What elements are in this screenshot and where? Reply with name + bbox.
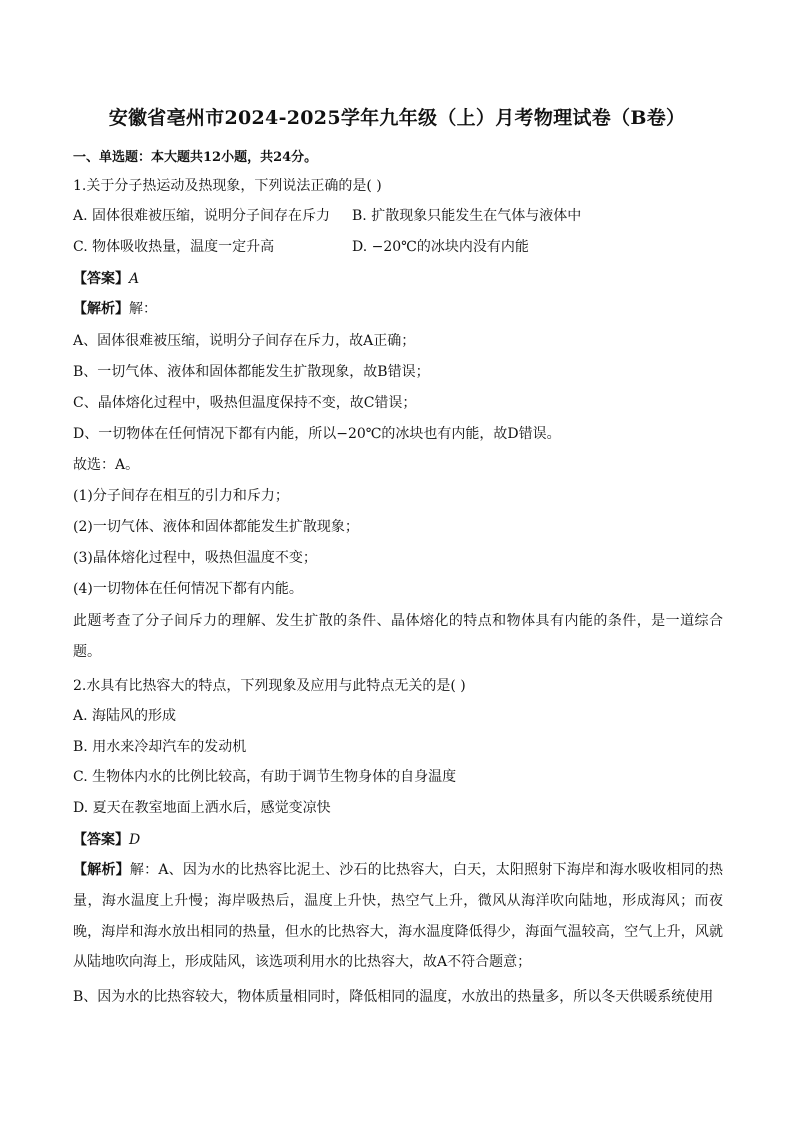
analysis-tag: 【解析】: [73, 862, 130, 878]
analysis-line: (1)分子间存在相互的引力和斥力；: [73, 488, 289, 504]
question-1-answer: [73, 270, 139, 288]
analysis-line: C、晶体熔化过程中，吸热但温度保持不变，故C错误；: [73, 395, 417, 411]
question-2-option-d: D. 夏天在教室地面上洒水后，感觉变凉快: [73, 800, 331, 816]
question-1-option-a: A. 固体很难被压缩，说明分子间存在斥力: [73, 208, 331, 224]
question-2-stem: 2.水具有比热容大的特点，下列现象及应用与此特点无关的是( ): [73, 678, 466, 694]
analysis-line: (2)一切气体、液体和固体都能发生扩散现象；: [73, 519, 359, 535]
question-1-stem: 1.关于分子热运动及热现象，下列说法正确的是( ): [73, 178, 382, 194]
analysis-line: D、一切物体在任何情况下都有内能，所以−20℃的冰块也有内能，故D错误。: [73, 426, 561, 442]
analysis-tag: 【解析】: [73, 301, 129, 317]
analysis-text: 解：A、因为水的比热容比泥土、沙石的比热容大，白天，太阳照射下海岸和海水吸收相同的热量，海水温度上升慢；海岸吸热后，温度上升快，热空气上升，微风从海洋吹向陆地，形成海风；而夜晚，海岸和海水放出相同的热量，但水的比热容大，海水温度降低得少，海面气温较高，空气上升，风就从陆地吹向海上，形成陆风，该选项利用水的比热容大，故A不符合题意；: [73, 862, 724, 971]
answer-tag: 【答案】: [73, 832, 129, 848]
page-title: 安徽省亳州市2024-2025学年九年级（上）月考物理试卷（B卷）: [108, 107, 686, 129]
question-1-summary: 此题考查了分子间斥力的理解、发生扩散的条件、晶体熔化的特点和物体具有内能的条件，是一道综合题。: [73, 613, 723, 660]
question-1-option-d: D. −20℃的冰块内没有内能: [352, 239, 529, 255]
question-2-option-b: B. 用水来冷却汽车的发动机: [73, 739, 247, 755]
question-2-analysis-b: B、因为水的比热容较大，物体质量相同时，降低相同的温度，水放出的热量多，所以冬天供暖系统使用: [73, 989, 714, 1005]
analysis-line: B、一切气体、液体和固体都能发生扩散现象，故B错误；: [73, 364, 430, 380]
answer-value: D: [129, 832, 141, 848]
question-1-analysis: [73, 300, 157, 318]
answer-tag: 【答案】: [73, 271, 129, 287]
question-1-option-b: B. 扩散现象只能发生在气体与液体中: [352, 208, 582, 224]
answer-value: A: [129, 271, 140, 287]
analysis-intro: 解：: [129, 301, 157, 317]
question-2-analysis-a: [73, 855, 723, 978]
question-1-option-c: C. 物体吸收热量，温度一定升高: [73, 239, 275, 255]
analysis-line: A、固体很难被压缩，说明分子间存在斥力，故A正确；: [73, 333, 416, 349]
section-heading: 一、单选题：本大题共12小题，共24分。: [73, 150, 318, 165]
analysis-line: (4)一切物体在任何情况下都有内能。: [73, 581, 303, 597]
question-2-answer: [73, 831, 140, 849]
question-2-option-c: C. 生物体内水的比例比较高，有助于调节生物身体的自身温度: [73, 769, 457, 785]
analysis-line: (3)晶体熔化过程中，吸热但温度不变；: [73, 550, 317, 566]
analysis-line: 故选：A。: [73, 457, 140, 473]
question-2-option-a: A. 海陆风的形成: [73, 708, 177, 724]
